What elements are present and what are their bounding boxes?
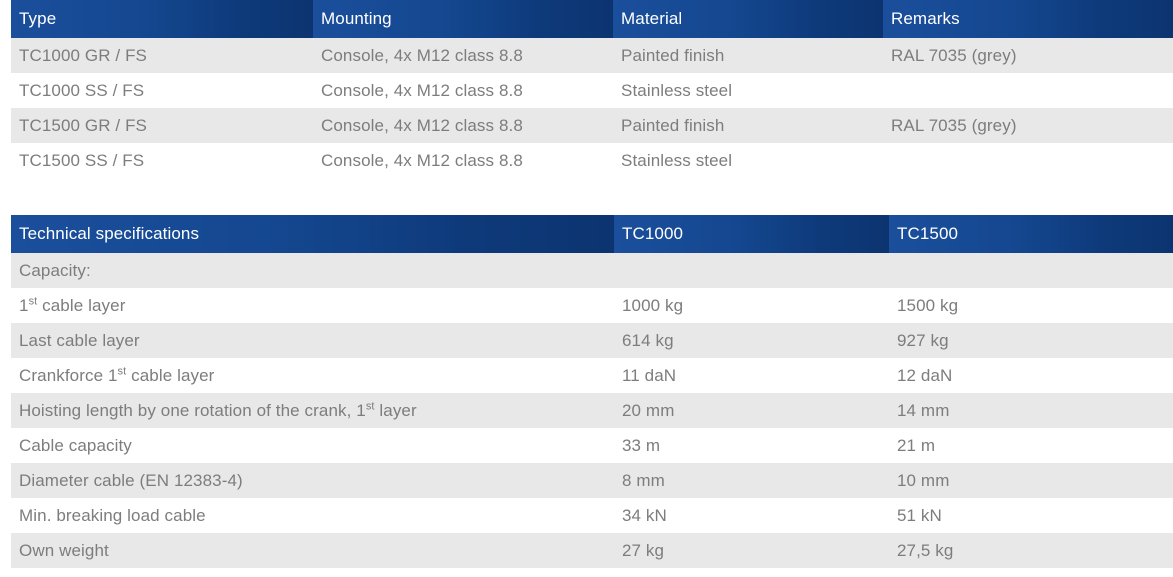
table-row: [11, 533, 1173, 568]
spec-label-post: cable layer: [126, 365, 215, 385]
table-row: [11, 393, 1173, 428]
cell-spec-label: [11, 393, 614, 428]
table-header-row: [11, 0, 1173, 38]
spec-label-pre: Capacity:: [19, 260, 91, 280]
models-table: [11, 0, 1173, 178]
column-header-tc1000: TC1000: [614, 215, 889, 253]
cell-tc1500: 1500 kg: [889, 288, 1173, 323]
cell-spec-label: [11, 358, 614, 393]
cell-tc1000: 20 mm: [614, 393, 889, 428]
spec-label-pre: Crankforce 1: [19, 365, 118, 385]
cell-spec-label: [11, 533, 614, 568]
spec-label-pre: Hoisting length by one rotation of the crank, 1: [19, 400, 366, 420]
cell-spec-label: [11, 428, 614, 463]
cell-tc1500: [889, 253, 1173, 288]
cell-material: Painted finish: [613, 108, 883, 143]
table-row: [11, 498, 1173, 533]
cell-type: TC1000 SS / FS: [11, 73, 313, 108]
spec-label-pre: Min. breaking load cable: [19, 505, 206, 525]
table-row: [11, 38, 1173, 73]
column-header-material: Material: [613, 0, 883, 38]
table-header-row: [11, 215, 1173, 253]
table-row: [11, 463, 1173, 498]
spec-label-pre: Cable capacity: [19, 435, 132, 455]
cell-spec-label: [11, 498, 614, 533]
cell-mounting: Console, 4x M12 class 8.8: [313, 108, 613, 143]
cell-tc1000: 34 kN: [614, 498, 889, 533]
cell-tc1500: 12 daN: [889, 358, 1173, 393]
spec-label-sup: st: [117, 364, 127, 377]
column-header-tc1500: TC1500: [889, 215, 1173, 253]
specs-table-body: [11, 253, 1173, 568]
cell-type: TC1500 GR / FS: [11, 108, 313, 143]
cell-tc1000: 614 kg: [614, 323, 889, 358]
cell-remarks: RAL 7035 (grey): [883, 108, 1173, 143]
cell-tc1000: 8 mm: [614, 463, 889, 498]
spec-label-pre: 1: [19, 295, 29, 315]
column-header-mounting: Mounting: [313, 0, 613, 38]
cell-type: TC1000 GR / FS: [11, 38, 313, 73]
models-table-header: [11, 0, 1173, 38]
cell-remarks: [883, 143, 1173, 178]
spec-label-pre: Last cable layer: [19, 330, 140, 350]
table-row: [11, 428, 1173, 463]
cell-spec-label: [11, 463, 614, 498]
specs-table-header: [11, 215, 1173, 253]
cell-material: Stainless steel: [613, 73, 883, 108]
cell-tc1500: 14 mm: [889, 393, 1173, 428]
cell-type: TC1500 SS / FS: [11, 143, 313, 178]
cell-mounting: Console, 4x M12 class 8.8: [313, 143, 613, 178]
cell-spec-label: [11, 323, 614, 358]
cell-tc1000: 11 daN: [614, 358, 889, 393]
cell-spec-label: [11, 288, 614, 323]
cell-tc1500: 27,5 kg: [889, 533, 1173, 568]
cell-tc1000: 27 kg: [614, 533, 889, 568]
spec-label-sup: st: [365, 399, 375, 412]
cell-tc1500: 21 m: [889, 428, 1173, 463]
cell-material: Stainless steel: [613, 143, 883, 178]
spec-label-post: layer: [374, 400, 417, 420]
column-header-specifications: Technical specifications: [11, 215, 614, 253]
table-row: [11, 323, 1173, 358]
column-header-type: Type: [11, 0, 313, 38]
spec-label-post: cable layer: [37, 295, 126, 315]
table-row: [11, 288, 1173, 323]
models-table-body: [11, 38, 1173, 178]
spec-label-pre: Own weight: [19, 540, 109, 560]
cell-mounting: Console, 4x M12 class 8.8: [313, 73, 613, 108]
cell-remarks: RAL 7035 (grey): [883, 38, 1173, 73]
technical-specifications-table: [11, 215, 1173, 568]
cell-tc1000: 33 m: [614, 428, 889, 463]
cell-material: Painted finish: [613, 38, 883, 73]
cell-tc1500: 51 kN: [889, 498, 1173, 533]
cell-spec-label: [11, 253, 614, 288]
column-header-remarks: Remarks: [883, 0, 1173, 38]
spec-label-pre: Diameter cable (EN 12383-4): [19, 470, 243, 490]
table-row: [11, 253, 1173, 288]
table-row: [11, 358, 1173, 393]
table-row: [11, 108, 1173, 143]
table-row: [11, 73, 1173, 108]
cell-tc1000: [614, 253, 889, 288]
cell-mounting: Console, 4x M12 class 8.8: [313, 38, 613, 73]
spec-label-sup: st: [28, 294, 38, 307]
table-spacer: [0, 178, 1173, 215]
cell-tc1500: 927 kg: [889, 323, 1173, 358]
table-row: [11, 143, 1173, 178]
cell-tc1500: 10 mm: [889, 463, 1173, 498]
cell-tc1000: 1000 kg: [614, 288, 889, 323]
cell-remarks: [883, 73, 1173, 108]
